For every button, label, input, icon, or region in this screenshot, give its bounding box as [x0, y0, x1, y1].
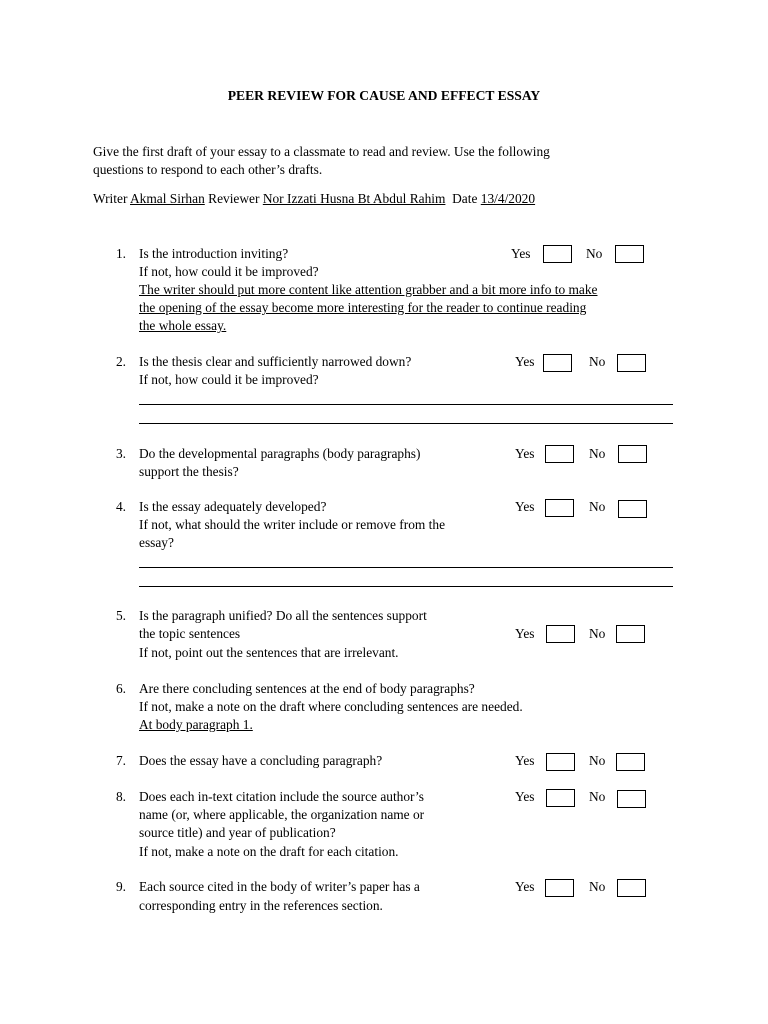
- question-text: If not, make a note on the draft where concluding sentences are needed.: [139, 699, 523, 714]
- question-text: Is the introduction inviting?: [139, 246, 289, 261]
- no-label: No: [589, 753, 606, 768]
- question-number: 4.: [115, 499, 126, 514]
- intro-line-2: questions to respond to each other’s drafts.: [93, 162, 323, 177]
- date-label: Date: [452, 191, 478, 206]
- answer-text: At body paragraph 1.: [139, 717, 253, 732]
- yes-checkbox[interactable]: [546, 753, 575, 771]
- question-text: the topic sentences: [139, 626, 241, 641]
- answer-text: The writer should put more content like attention grabber and a bit more info to make: [139, 282, 598, 297]
- yes-label: Yes: [515, 626, 535, 641]
- yes-label: Yes: [515, 354, 535, 369]
- page-title: PEER REVIEW FOR CAUSE AND EFFECT ESSAY: [227, 88, 541, 103]
- question-number: 6.: [115, 681, 126, 696]
- no-checkbox[interactable]: [617, 879, 646, 897]
- date-value: 13/4/2020: [480, 191, 536, 206]
- no-label: No: [589, 499, 606, 514]
- question-text: If not, how could it be improved?: [139, 372, 319, 387]
- yes-checkbox[interactable]: [545, 499, 574, 517]
- no-label: No: [589, 446, 606, 461]
- question-text: Is the paragraph unified? Do all the sentences support: [139, 608, 427, 623]
- yes-checkbox[interactable]: [545, 879, 574, 897]
- question-text: Is the essay adequately developed?: [139, 499, 327, 514]
- question-number: 2.: [115, 354, 126, 369]
- answer-line[interactable]: [139, 423, 673, 424]
- question-text: Do the developmental paragraphs (body paragraphs): [139, 446, 421, 461]
- question-number: 7.: [115, 753, 126, 768]
- yes-checkbox[interactable]: [543, 354, 572, 372]
- question-text: Is the thesis clear and sufficiently narrowed down?: [139, 354, 412, 369]
- no-checkbox[interactable]: [616, 625, 645, 643]
- no-checkbox[interactable]: [615, 245, 644, 263]
- question-text: source title) and year of publication?: [139, 825, 336, 840]
- question-text: Are there concluding sentences at the end of body paragraphs?: [139, 681, 475, 696]
- question-text: If not, what should the writer include or remove from the: [139, 517, 446, 532]
- question-text: support the thesis?: [139, 464, 239, 479]
- reviewer-name: Nor Izzati Husna Bt Abdul Rahim: [262, 191, 446, 206]
- yes-checkbox[interactable]: [546, 789, 575, 807]
- question-text: If not, how could it be improved?: [139, 264, 319, 279]
- intro-line-1: Give the first draft of your essay to a classmate to read and review. Use the following: [93, 144, 550, 159]
- answer-line[interactable]: [139, 586, 673, 587]
- no-checkbox[interactable]: [617, 354, 646, 372]
- meta-row: [93, 190, 535, 208]
- answer-text: the opening of the essay become more interesting for the reader to continue reading: [139, 300, 587, 315]
- yes-label: Yes: [515, 753, 535, 768]
- yes-label: Yes: [515, 446, 535, 461]
- question-text: essay?: [139, 535, 174, 550]
- yes-label: Yes: [515, 499, 535, 514]
- writer-label: Writer: [93, 191, 128, 206]
- no-label: No: [589, 789, 606, 804]
- reviewer-label: Reviewer: [208, 191, 260, 206]
- no-label: No: [589, 626, 606, 641]
- question-text: Does the essay have a concluding paragraph?: [139, 753, 383, 768]
- yes-checkbox[interactable]: [543, 245, 572, 263]
- question-number: 1.: [115, 246, 126, 261]
- yes-checkbox[interactable]: [546, 625, 575, 643]
- question-text: Does each in-text citation include the source author’s: [139, 789, 424, 804]
- answer-text: the whole essay.: [139, 318, 227, 333]
- answer-line[interactable]: [139, 404, 673, 405]
- answer-line[interactable]: [139, 567, 673, 568]
- question-number: 3.: [115, 446, 126, 461]
- question-number: 8.: [115, 789, 126, 804]
- question-number: 9.: [115, 879, 126, 894]
- question-number: 5.: [115, 608, 126, 623]
- yes-label: Yes: [515, 879, 535, 894]
- question-text: corresponding entry in the references section.: [139, 898, 383, 913]
- question-text: name (or, where applicable, the organization name or: [139, 807, 425, 822]
- no-checkbox[interactable]: [618, 500, 647, 518]
- no-checkbox[interactable]: [617, 790, 646, 808]
- no-label: No: [589, 354, 606, 369]
- no-label: No: [589, 879, 606, 894]
- no-checkbox[interactable]: [618, 445, 647, 463]
- question-text: Each source cited in the body of writer’s paper has a: [139, 879, 420, 894]
- writer-name: Akmal Sirhan: [130, 191, 205, 206]
- no-checkbox[interactable]: [616, 753, 645, 771]
- question-text: If not, point out the sentences that are irrelevant.: [139, 645, 399, 660]
- question-text: If not, make a note on the draft for each citation.: [139, 844, 399, 859]
- no-label: No: [586, 246, 603, 261]
- yes-label: Yes: [515, 789, 535, 804]
- yes-checkbox[interactable]: [545, 445, 574, 463]
- yes-label: Yes: [511, 246, 531, 261]
